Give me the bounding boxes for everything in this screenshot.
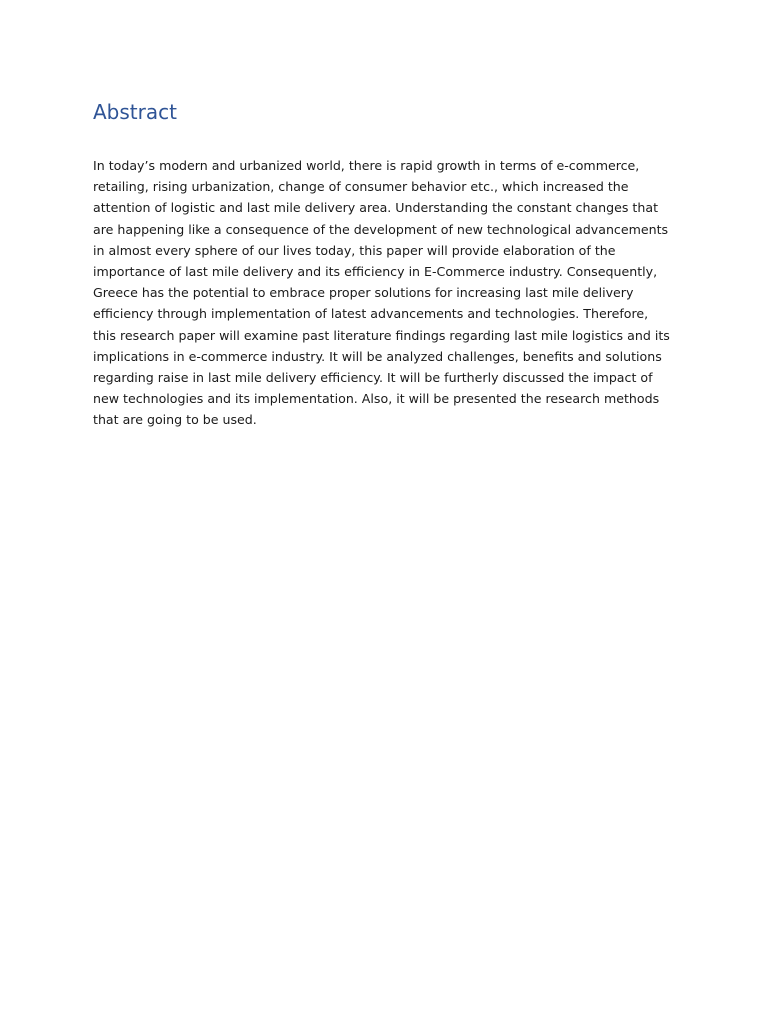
abstract-heading: Abstract: [93, 100, 177, 124]
abstract-paragraph: In today’s modern and urbanized world, there is rapid growth in terms of e-commerce, retailing, rising urbanization, change of consumer behavior etc., which increased the attention of logistic and last mile delivery area. Understanding the constant changes that are happening like a consequence of the development of new technological advancements in almost every sphere of our lives today, this paper will provide elaboration of the importance of last mile delivery and its efficiency in E-Commerce industry. Consequently, Greece has the potential to embrace proper solutions for increasing last mile delivery efficiency through implementation of latest advancements and technologies. Therefore, this research paper will examine past literature findings regarding last mile logistics and its implications in e-commerce industry. It will be analyzed challenges, benefits and solutions regarding raise in last mile delivery efficiency. It will be furtherly discussed the impact of new technologies and its implementation. Also, it will be presented the research methods that are going to be used.: [93, 158, 670, 428]
